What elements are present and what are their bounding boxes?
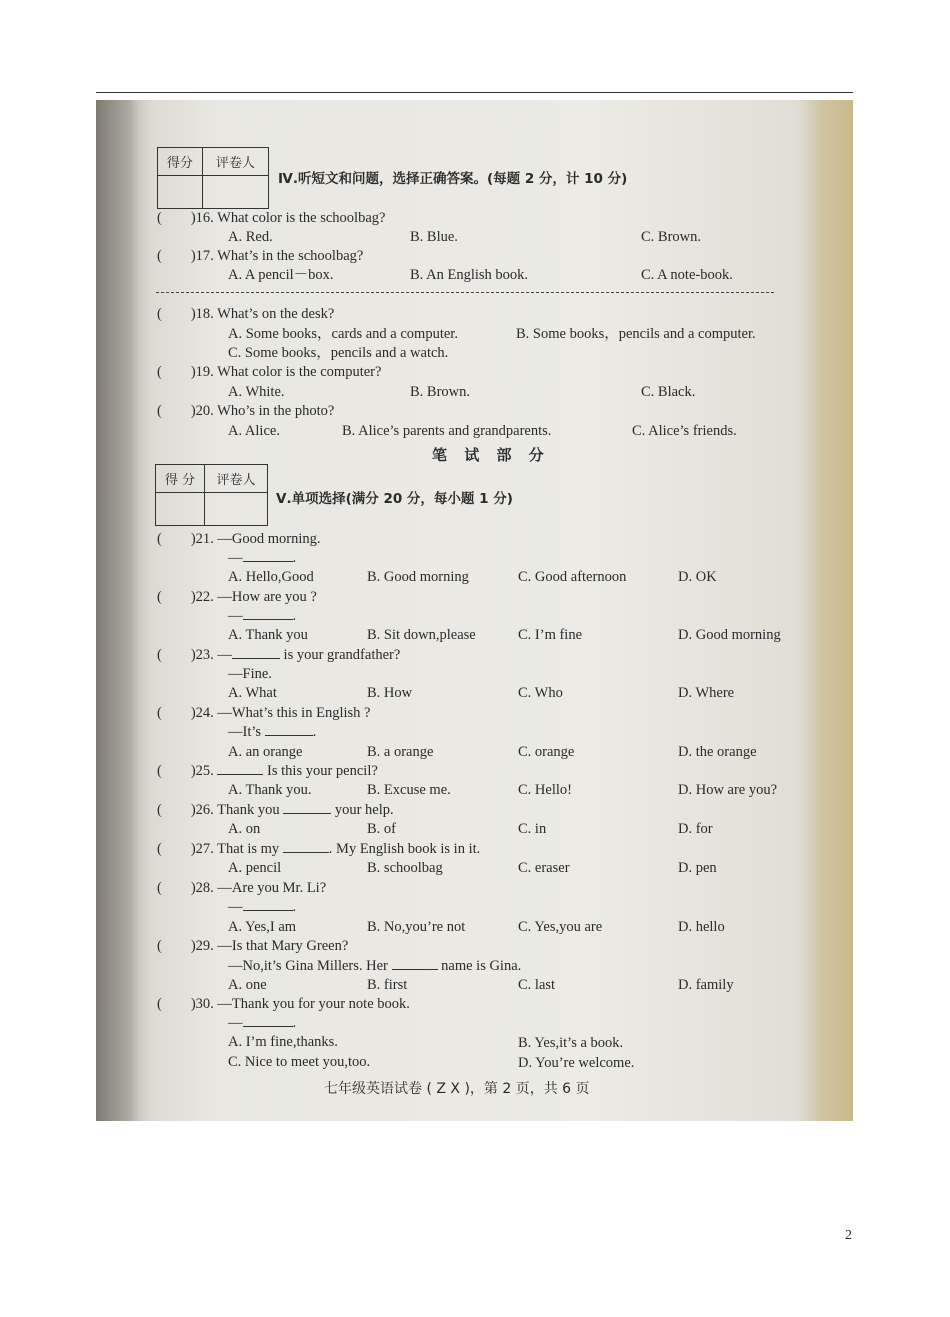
q16-option-c: C. Brown. [641, 229, 702, 245]
fold-dashed-line [156, 292, 774, 293]
q28-reply: — . [228, 899, 297, 915]
q20-option-a: A. Alice. [228, 423, 280, 439]
score-cell [156, 493, 205, 526]
q25-option-a: A. Thank you. [228, 782, 312, 798]
q23-reply: —Fine. [228, 666, 272, 682]
q20-option-c: C. Alice’s friends. [632, 423, 737, 439]
q19-stem: ( )19. What color is the computer? [157, 364, 382, 380]
q27-stem: ( )27. That is my . My English book is in it. [157, 841, 481, 857]
q27-option-d: D. pen [678, 860, 717, 876]
q21-option-d: D. OK [678, 569, 717, 585]
q21-option-a: A. Hello,Good [228, 569, 314, 585]
q29-stem: ( )29. —Is that Mary Green? [157, 938, 349, 954]
q28-option-b: B. No,you’re not [367, 919, 466, 935]
score-cell [158, 176, 203, 209]
q29-option-d: D. family [678, 977, 734, 993]
q23-option-a: A. What [228, 685, 277, 701]
grader-cell [205, 493, 268, 526]
q27-option-a: A. pencil [228, 860, 282, 876]
q18-stem: ( )18. What’s on the desk? [157, 306, 335, 322]
q24-stem: ( )24. —What’s this in English ? [157, 705, 371, 721]
q28-option-a: A. Yes,I am [228, 919, 297, 935]
grader-cell [202, 176, 268, 209]
score-header: 得分 [158, 148, 203, 176]
q22-option-d: D. Good morning [678, 627, 781, 643]
q26-stem: ( )26. Thank you your help. [157, 802, 394, 818]
q17-option-a: A. A pencil－box. [228, 267, 334, 283]
q24-option-c: C. orange [518, 744, 575, 760]
q25-option-d: D. How are you? [678, 782, 778, 798]
q22-stem: ( )22. —How are you ? [157, 589, 317, 605]
q26-option-b: B. of [367, 821, 396, 837]
section4-title: Ⅳ.听短文和问题，选择正确答案。(每题 2 分，计 10 分) [278, 171, 628, 187]
written-part-title: 笔 试 部 分 [432, 446, 550, 464]
q21-option-c: C. Good afternoon [518, 569, 627, 585]
q18-option-a: A. Some books，cards and a computer. [228, 326, 458, 342]
q24-option-d: D. the orange [678, 744, 757, 760]
score-table-section5 [155, 464, 268, 526]
q24-reply: —It’s . [228, 724, 317, 740]
q23-option-d: D. Where [678, 685, 735, 701]
q29-option-b: B. first [367, 977, 408, 993]
q30-option-a: A. I’m fine,thanks. [228, 1034, 338, 1050]
q23-option-c: C. Who [518, 685, 563, 701]
q27-option-c: C. eraser [518, 860, 570, 876]
q30-stem: ( )30. —Thank you for your note book. [157, 996, 410, 1012]
q23-option-b: B. How [367, 685, 413, 701]
q21-stem: ( )21. —Good morning. [157, 531, 321, 547]
q17-stem: ( )17. What’s in the schoolbag? [157, 248, 364, 264]
q24-option-a: A. an orange [228, 744, 303, 760]
q20-stem: ( )20. Who’s in the photo? [157, 403, 335, 419]
section5-title: Ⅴ.单项选择(满分 20 分，每小题 1 分) [276, 491, 513, 507]
q30-option-c: C. Nice to meet you,too. [228, 1054, 371, 1070]
q27-option-b: B. schoolbag [367, 860, 443, 876]
q19-option-c: C. Black. [641, 384, 696, 400]
page-number: 2 [845, 1228, 852, 1243]
grader-header: 评卷人 [202, 148, 268, 176]
q21-option-b: B. Good morning [367, 569, 469, 585]
q19-option-a: A. White. [228, 384, 285, 400]
q16-option-b: B. Blue. [410, 229, 458, 245]
q30-option-d: D. You’re welcome. [518, 1055, 635, 1071]
exam-footer: 七年级英语试卷 ( Z X )，第 2 页，共 6 页 [324, 1081, 590, 1097]
paper-shadow-right [817, 100, 853, 1121]
q25-stem: ( )25. Is this your pencil? [157, 763, 378, 779]
q23-stem: ( )23. — is your grandfather? [157, 647, 401, 663]
q22-reply: — . [228, 608, 297, 624]
q16-option-a: A. Red. [228, 229, 273, 245]
q24-option-b: B. a orange [367, 744, 434, 760]
q30-option-b: B. Yes,it’s a book. [518, 1035, 624, 1051]
q29-option-a: A. one [228, 977, 267, 993]
q22-option-b: B. Sit down,please [367, 627, 476, 643]
q28-option-c: C. Yes,you are [518, 919, 603, 935]
q22-option-c: C. I’m fine [518, 627, 583, 643]
q22-option-a: A. Thank you [228, 627, 308, 643]
q28-stem: ( )28. —Are you Mr. Li? [157, 880, 327, 896]
q21-reply: — . [228, 550, 297, 566]
score-table-section4 [157, 147, 269, 209]
q19-option-b: B. Brown. [410, 384, 471, 400]
q29-option-c: C. last [518, 977, 556, 993]
q20-option-b: B. Alice’s parents and grandparents. [342, 423, 552, 439]
q26-option-c: C. in [518, 821, 547, 837]
top-rule [96, 92, 853, 93]
score-header: 得 分 [156, 465, 205, 493]
q16-stem: ( )16. What color is the schoolbag? [157, 210, 386, 226]
q29-reply: —No,it’s Gina Millers. Her name is Gina. [228, 958, 522, 974]
q25-option-b: B. Excuse me. [367, 782, 451, 798]
q17-option-c: C. A note-book. [641, 267, 733, 283]
q18-option-b: B. Some books，pencils and a computer. [516, 326, 756, 342]
grader-header: 评卷人 [205, 465, 268, 493]
q26-option-a: A. on [228, 821, 261, 837]
q17-option-b: B. An English book. [410, 267, 529, 283]
q18-option-c: C. Some books，pencils and a watch. [228, 345, 449, 361]
q28-option-d: D. hello [678, 919, 725, 935]
q30-reply: — . [228, 1015, 297, 1031]
q25-option-c: C. Hello! [518, 782, 572, 798]
paper-shadow-left [96, 100, 138, 1121]
q26-option-d: D. for [678, 821, 713, 837]
